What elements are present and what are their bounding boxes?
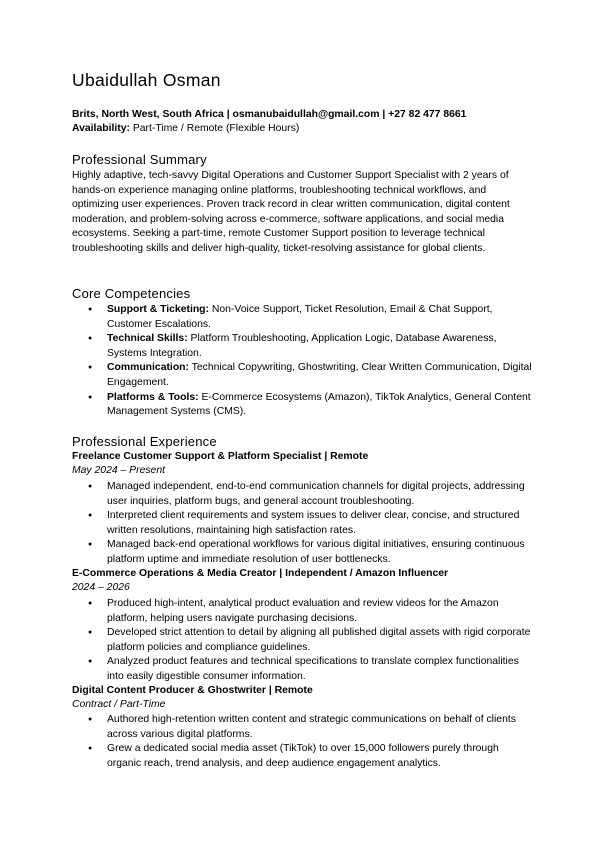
job-title: E-Commerce Operations & Media Creator | Independent / Amazon Influencer [72, 568, 449, 579]
list-item: ● Interpreted client requirements and system issues to deliver clear, concise, and structured written resolutions, maintaining high satisfaction rates. [72, 509, 532, 538]
list-item: ● Analyzed product features and technical specifications to translate complex functionalities into easily digestible consumer information. [72, 655, 532, 684]
experience-heading: Professional Experience [72, 434, 217, 449]
job-date: Contract / Part-Time [72, 699, 166, 710]
competencies-heading: Core Competencies [72, 286, 191, 301]
job-bullets [72, 480, 532, 568]
list-item: ● Managed back-end operational workflows for various digital initiatives, ensuring continuous platform uptime and immediate resolution of user bottlenecks. [72, 538, 532, 567]
job-bullets [72, 713, 532, 771]
summary-heading: Professional Summary [72, 152, 207, 167]
list-item: ● Grew a dedicated social media asset (TikTok) to over 15,000 followers purely through organic reach, trend analysis, and deep audience engagement analytics. [72, 742, 532, 771]
job-title: Digital Content Producer & Ghostwriter | Remote [72, 685, 313, 696]
list-item: ● Support & Ticketing: Non-Voice Support, Ticket Resolution, Email & Chat Support, Customer Escalations. [72, 303, 532, 332]
summary-text: Highly adaptive, tech-savvy Digital Operations and Customer Support Specialist with 2 years of hands-on experience managing online platforms, troubleshooting technical workflows, and optimizing user experiences. Proven track record in clear written communication, digital content moderation, and problem-solving across e-commerce, software applications, and social media ecosystems. Seeking a part-time, remote Customer Support position to leverage technical troubleshooting skills and deliver high-quality, ticket-resolving assistance for global clients. [72, 170, 510, 254]
list-item: ● Managed independent, end-to-end communication channels for digital projects, addressing user inquiries, platform bugs, and general account troubleshooting. [72, 480, 532, 509]
list-item: ● Communication: Technical Copywriting, Ghostwriting, Clear Written Communication, Digital Engagement. [72, 361, 532, 390]
list-item: ● Developed strict attention to detail by aligning all published digital assets with rigid corporate platform policies and compliance guidelines. [72, 626, 532, 655]
list-item: ● Technical Skills: Platform Troubleshooting, Application Logic, Database Awareness, Systems Integration. [72, 332, 532, 361]
availability-label: Availability: [72, 123, 130, 134]
availability-line [72, 122, 466, 136]
job-date: May 2024 – Present [72, 465, 165, 476]
contact-block [72, 108, 466, 136]
availability-value: Part-Time / Remote (Flexible Hours) [129, 123, 300, 134]
contact-line: Brits, North West, South Africa | osmanubaidullah@gmail.com | +27 82 477 8661 [72, 109, 467, 120]
candidate-name: Ubaidullah Osman [72, 70, 221, 90]
competencies-list [72, 303, 532, 420]
job-title: Freelance Customer Support & Platform Specialist | Remote [72, 451, 369, 462]
job-bullets [72, 597, 532, 685]
list-item: ● Platforms & Tools: E-Commerce Ecosystems (Amazon), TikTok Analytics, General Content Management Systems (CMS). [72, 391, 532, 420]
list-item: ● Produced high-intent, analytical product evaluation and review videos for the Amazon platform, helping users navigate purchasing decisions. [72, 597, 532, 626]
list-item: ● Authored high-retention written content and strategic communications on behalf of clients across various digital platforms. [72, 713, 532, 742]
job-date: 2024 – 2026 [72, 582, 130, 593]
